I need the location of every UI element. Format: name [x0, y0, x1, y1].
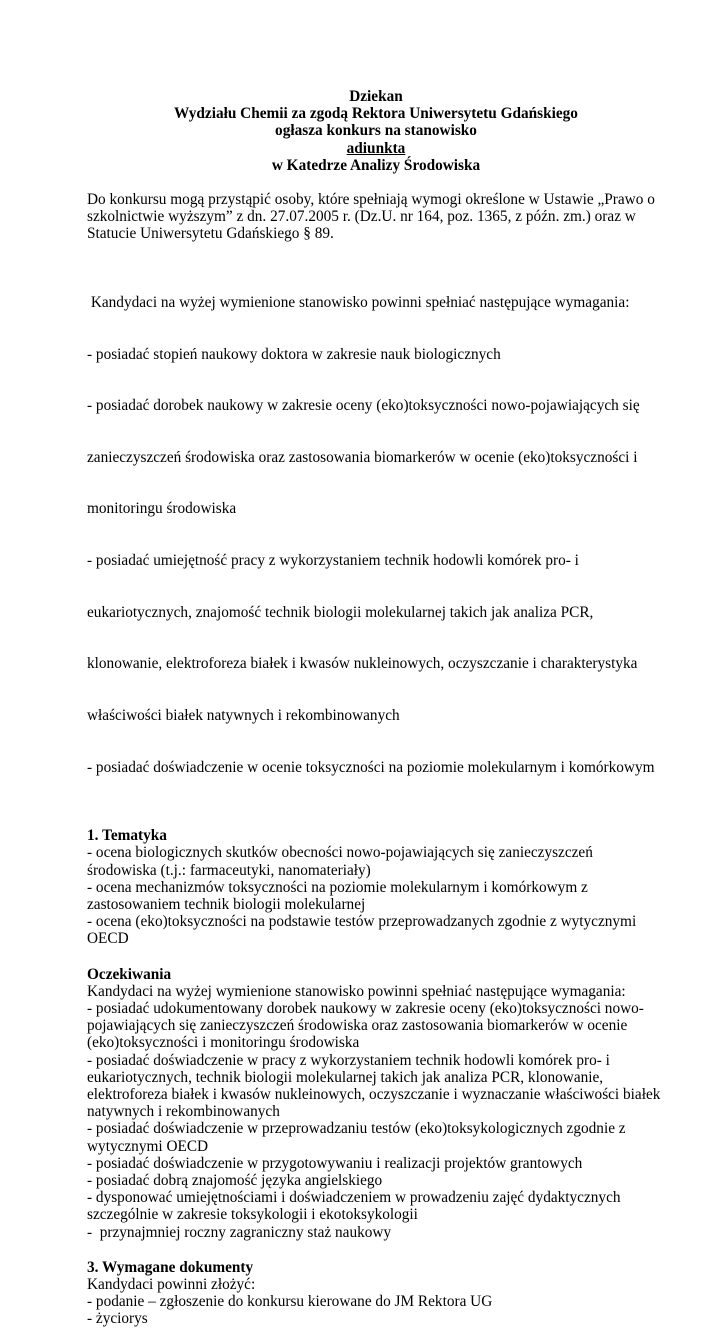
text-line: Kandydaci na wyżej wymienione stanowisko powinni spełniać następujące wymagania: — [87, 982, 626, 1000]
text-line: właściwości białek natywnych i rekombinowanych — [87, 706, 400, 724]
intro-paragraph — [87, 191, 665, 243]
text-line: zanieczyszczeń środowiska oraz zastosowania biomarkerów w ocenie (eko)toksyczności i — [87, 448, 638, 466]
list-item: - posiadać doświadczenie w przeprowadzaniu testów (eko)toksykologicznych zgodnie z — [87, 1120, 626, 1138]
list-item: - podanie – zgłoszenie do konkursu kierowane do JM Rektora UG — [87, 1293, 493, 1311]
list-item: - przynajmniej roczny zagraniczny staż naukowy — [87, 1223, 392, 1241]
list-item: - posiadać doświadczenie w ocenie toksyczności na poziomie molekularnym i komórkowym — [87, 758, 655, 776]
text-line: Statucie Uniwersytetu Gdańskiego § 89. — [87, 225, 334, 243]
header-faculty: Wydziału Chemii za zgodą Rektora Uniwersytetu Gdańskiego — [174, 105, 578, 123]
text-line: klonowanie, elektroforeza białek i kwasów nukleinowych, oczyszczanie i charakterystyka — [87, 655, 638, 673]
section-title: 1. Tematyka — [87, 827, 167, 845]
list-item: - posiadać stopień naukowy doktora w zakresie nauk biologicznych — [87, 345, 501, 363]
section-oczekiwania — [87, 966, 665, 1241]
header-dean: Dziekan — [349, 88, 403, 105]
position-title: adiunkta — [346, 139, 406, 157]
text-line: (eko)toksyczności i monitoringu środowiska — [87, 1034, 360, 1052]
text-line: eukariotycznych, technik biologii molekularnej takich jak analiza PCR, klonowanie, — [87, 1068, 604, 1086]
header-announces: ogłasza konkurs na stanowisko — [275, 122, 477, 140]
text-line: wytycznymi OECD — [87, 1137, 209, 1155]
list-item: - ocena biologicznych skutków obecności nowo-pojawiających się zanieczyszczeń — [87, 844, 593, 862]
text-line: monitoringu środowiska — [87, 500, 237, 518]
text-line: natywnych i rekombinowanych — [87, 1103, 280, 1121]
text-line: Kandydaci na wyżej wymienione stanowisko powinni spełniać następujące wymagania: — [87, 294, 630, 312]
requirements-paragraph — [87, 260, 665, 811]
text-line: elektroforeza białek i kwasów nukleinowych, oczyszczanie i wyznaczanie właściwości białek — [87, 1085, 661, 1103]
section-title: Oczekiwania — [87, 965, 172, 983]
list-item: - dysponować umiejętnościami i doświadczeniem w prowadzeniu zajęć dydaktycznych — [87, 1189, 621, 1207]
text-line: Do konkursu mogą przystąpić osoby, które spełniają wymogi określone w Ustawie „Prawo o — [87, 191, 655, 209]
list-item: - życiorys — [87, 1310, 148, 1328]
list-item: - posiadać dobrą znajomość języka angielskiego — [87, 1171, 383, 1189]
text-line: pojawiających się zanieczyszczeń środowiska oraz zastosowania biomarkerów w ocenie — [87, 1017, 628, 1035]
list-item: - posiadać umiejętność pracy z wykorzystaniem technik hodowli komórek pro- i — [87, 552, 579, 570]
text-line: szkolnictwie wyższym” z dn. 27.07.2005 r. (Dz.U. nr 164, poz. 1365, z późn. zm.) oraz w — [87, 208, 636, 226]
list-item: - posiadać doświadczenie w pracy z wykorzystaniem technik hodowli komórek pro- i — [87, 1051, 610, 1069]
section-dokumenty — [87, 1259, 665, 1328]
list-item: - posiadać doświadczenie w przygotowywaniu i realizacji projektów grantowych — [87, 1154, 583, 1172]
list-item: - ocena (eko)toksyczności na podstawie testów przeprowadzanych zgodnie z wytycznymi — [87, 913, 637, 931]
list-item: - posiadać udokumentowany dorobek naukowy w zakresie oceny (eko)toksyczności nowo- — [87, 999, 644, 1017]
list-item: - ocena mechanizmów toksyczności na poziomie molekularnym i komórkowym z — [87, 878, 588, 896]
text-line: OECD — [87, 930, 129, 948]
header-department: w Katedrze Analizy Środowiska — [271, 156, 481, 174]
text-line: szczególnie w zakresie toksykologii i ekotoksykologii — [87, 1206, 418, 1224]
text-line: Kandydaci powinni złożyć: — [87, 1276, 256, 1293]
announcement-header — [87, 88, 665, 174]
section-tematyka — [87, 827, 665, 947]
text-line: środowiska (t.j.: farmaceutyki, nanomateriały) — [87, 861, 371, 879]
section-title: 3. Wymagane dokumenty — [87, 1258, 254, 1276]
text-line: zastosowaniem technik biologii molekularnej — [87, 895, 366, 913]
list-item: - posiadać dorobek naukowy w zakresie oceny (eko)toksyczności nowo-pojawiających się — [87, 397, 640, 415]
text-line: eukariotycznych, znajomość technik biologii molekularnej takich jak analiza PCR, — [87, 603, 594, 621]
header-position — [87, 140, 665, 157]
